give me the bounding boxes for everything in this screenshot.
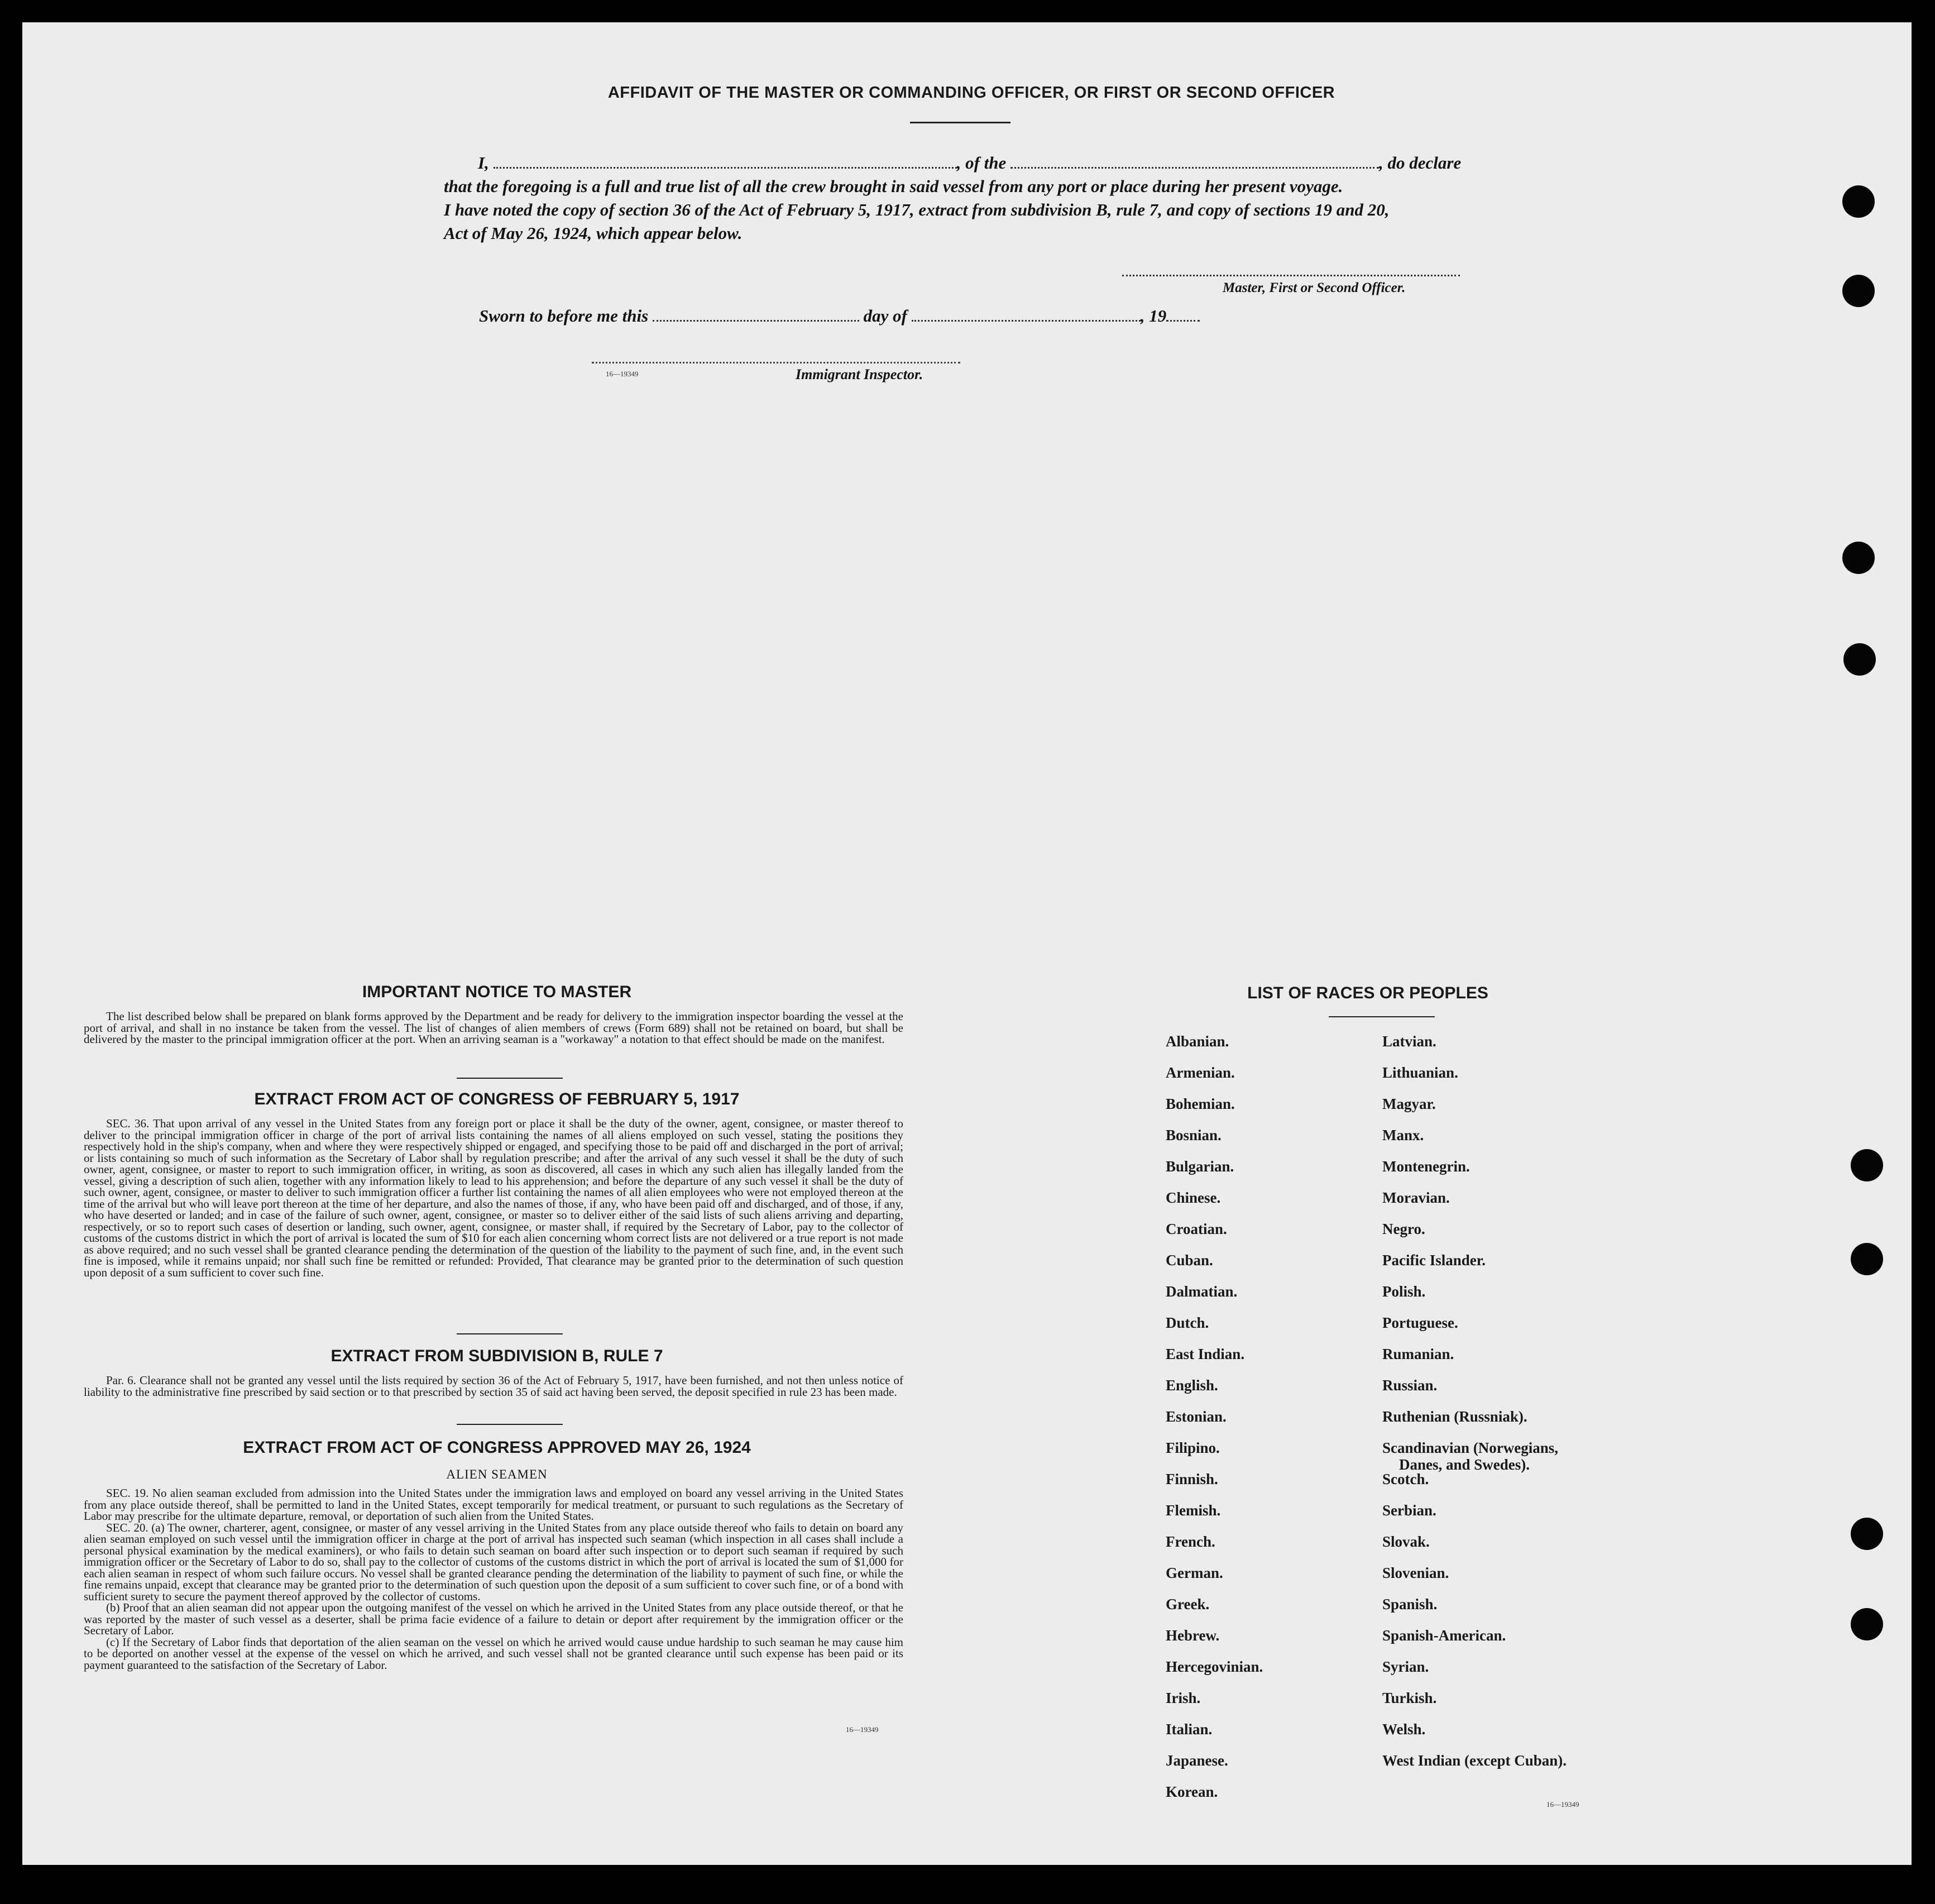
inspector-caption: Immigrant Inspector. [796, 366, 923, 382]
affidavit-line-1 [478, 153, 1461, 173]
race-item: Scandinavian (Norwegians, [1382, 1439, 1559, 1456]
race-item: Pacific Islander. [1382, 1252, 1486, 1269]
alien-seamen-subtitle: ALIEN SEAMEN [446, 1467, 548, 1481]
binder-hole [1842, 275, 1875, 307]
extract-1924-body [84, 1487, 903, 1671]
sworn-line [479, 306, 1200, 326]
race-item: Polish. [1382, 1283, 1426, 1300]
race-item: English. [1166, 1377, 1218, 1394]
races-title: LIST OF RACES OR PEOPLES [1247, 984, 1488, 1002]
race-item: French. [1166, 1533, 1215, 1550]
race-item: Spanish. [1382, 1596, 1438, 1613]
extract-1917-body [84, 1118, 903, 1278]
race-item: Magyar. [1382, 1095, 1436, 1112]
race-item: Bosnian. [1166, 1127, 1222, 1144]
race-item: Syrian. [1382, 1658, 1429, 1675]
race-item: Armenian. [1166, 1064, 1235, 1081]
vessel-blank [1010, 156, 1379, 169]
section-36-paragraph: SEC. 36. That upon arrival of any vessel in the United States from any foreign port or place it shall be the duty of the owner, agent, consignee, or master thereof to deliver to the principal immigration officer in charge of the port of arrival lists containing the names of all aliens employed on such vessel, stating the positions they respectively hold in the ship's company, when and where they were respectively shipped or engaged, and specifying those to be paid off and discharged in the port of arrival; or lists containing so much of such information as the Secretary of Labor shall by regulation prescribe; and after the arrival of any such vessel it shall be the duty of such owner, agent, consignee, or master to report to such immigration officer, in writing, as soon as discovered, all cases in which any such alien has illegally landed from the vessel, giving a description of such alien, together with any information likely to lead to his apprehension; and before the departure of any such vessel it shall be the duty of such owner, agent, consignee, or master to deliver to such immigration officer a further list containing the names of all alien employees who were not employed thereon at the time of the arrival but who will leave port thereon at the time of her departure, and also the names of those, if any, who have been paid off and discharged, and of those, if any, who have deserted or landed; and in case of the failure of such owner, agent, consignee, or master so to deliver either of the said lists of such aliens arriving and departing, respectively, or so to report such cases of desertion or landing, such owner, agent, consignee, or master shall, if required by the Secretary of Labor, pay to the collector of customs of the customs district in which the port of arrival is located the sum of $10 for each alien concerning whom correct lists are not delivered or a true report is not made as above required; and no such vessel shall be granted clearance pending the determination of the question of the liability to the payment of such fine, and, in the event such fine is imposed, while it remains unpaid; nor shall such fine be remitted or refunded: Provided, That clearance may be granted prior to the determination of such question upon deposit of a sum sufficient to cover such fine. [84, 1117, 903, 1279]
race-item: Estonian. [1166, 1408, 1227, 1425]
binder-hole [1851, 1149, 1883, 1181]
race-item: Turkish. [1382, 1690, 1437, 1706]
subdivision-b-title: EXTRACT FROM SUBDIVISION B, RULE 7 [331, 1347, 663, 1365]
extract-1917-title: EXTRACT FROM ACT OF CONGRESS OF FEBRUARY 5, 1917 [254, 1090, 740, 1108]
section-19-paragraph: SEC. 19. No alien seaman excluded from admission into the United States under the immigration laws and employed on board any vessel arriving in the United States from any place outside thereof, shall be permitted to land in the United States, except temporarily for medical treatment, or pursuant to such regulations as the Secretary of Labor may prescribe for the ultimate departure, removal, or deportation of such alien from the United States. [84, 1486, 903, 1523]
section-20b-paragraph: (b) Proof that an alien seaman did not appear upon the outgoing manifest of the vessel on which he arrived in the United States from any place outside thereof, or that he was reported by the master of such vessel as a deserter, shall be prima facie evidence of a failure to detain or deport after requirement by the immigration officer or the Secretary of Labor. [84, 1601, 903, 1637]
race-item: Dutch. [1166, 1314, 1209, 1331]
race-item: Spanish-American. [1382, 1627, 1506, 1644]
affidavit-title-rule [910, 122, 1010, 123]
section-20c-paragraph: (c) If the Secretary of Labor finds that deportation of the alien seaman on the vessel on which he arrived would cause undue hardship to such seaman he may cause him to be deported on another vessel at the expense of the vessel on which he arrived, and such vessel shall not be granted clearance until such expense has been paid or its payment guaranteed to the satisfaction of the Secretary of Labor. [84, 1635, 903, 1672]
race-item: Slovenian. [1382, 1565, 1449, 1581]
sworn-prefix: Sworn to before me this [479, 306, 649, 326]
race-item: Japanese. [1166, 1752, 1228, 1769]
race-item: German. [1166, 1565, 1223, 1581]
section-20a-paragraph: SEC. 20. (a) The owner, charterer, agent, consignee, or master of any vessel arriving in the United States from any place outside thereof who fails to detain on board any alien seaman employed on such vessel until the immigration officer in charge at the port of arrival has inspected such seaman (which inspection in all cases shall include a personal physical examination by the medical examiners), or who fails to detain such seaman on board after such inspection or to deport such seaman if required by such immigration officer or the Secretary of Labor to do so, shall pay to the collector of customs of the customs district in which the port of arrival is located the sum of $1,000 for each alien seaman in respect of whom such failure occurs. No vessel shall be granted clearance pending the determination of the liability to payment of such fine, or while the fine remains unpaid, except that clearance may be granted prior to the determination of such question upon the deposit of a sum sufficient to cover such fine, or of a bond with sufficient surety to secure the payment thereof approved by the collector of customs. [84, 1520, 903, 1603]
binder-hole [1851, 1243, 1883, 1275]
binder-hole [1842, 185, 1875, 218]
extract-1917-rule [457, 1333, 563, 1334]
signature-caption: Master, First or Second Officer. [1223, 280, 1406, 295]
affidavit-line-4: Act of May 26, 1924, which appear below. [444, 223, 743, 243]
race-item: Slovak. [1382, 1533, 1430, 1550]
sworn-year-blank [1166, 309, 1200, 322]
subdivision-b-body [84, 1375, 903, 1398]
race-item: Chinese. [1166, 1189, 1221, 1206]
of-the-label: , of the [956, 153, 1007, 173]
race-item: Latvian. [1382, 1033, 1436, 1050]
affidavit-title: AFFIDAVIT OF THE MASTER OR COMMANDING OFFICER, OR FIRST OR SECOND OFFICER [607, 84, 1335, 102]
race-item: West Indian (except Cuban). [1382, 1752, 1567, 1769]
name-blank [494, 156, 957, 169]
race-item: Ruthenian (Russniak). [1382, 1408, 1527, 1425]
notice-title: IMPORTANT NOTICE TO MASTER [362, 983, 632, 1001]
race-item: Bulgarian. [1166, 1158, 1234, 1175]
race-item: Welsh. [1382, 1721, 1426, 1738]
races-form-number: 16—19349 [1546, 1800, 1579, 1809]
subdivision-b-rule [457, 1424, 563, 1425]
sworn-day-blank [653, 309, 859, 322]
race-item: Serbian. [1382, 1502, 1436, 1519]
sworn-day-of: day of [863, 306, 907, 326]
binder-hole [1851, 1518, 1883, 1550]
race-item: Moravian. [1382, 1189, 1450, 1206]
race-item: Filipino. [1166, 1439, 1220, 1456]
race-item: Irish. [1166, 1690, 1201, 1706]
affidavit-line-2: that the foregoing is a full and true list of all the crew brought in said vessel from any port or place during her present voyage. [444, 176, 1343, 196]
extract-1924-title: EXTRACT FROM ACT OF CONGRESS APPROVED MAY 26, 1924 [243, 1438, 751, 1457]
notice-body [84, 1011, 903, 1045]
race-item: Greek. [1166, 1596, 1210, 1613]
declare-label: , do declare [1379, 153, 1462, 173]
race-item: Albanian. [1166, 1033, 1229, 1050]
race-item: Korean. [1166, 1783, 1218, 1800]
race-item: Hebrew. [1166, 1627, 1220, 1644]
sworn-month-blank [912, 309, 1141, 322]
race-item: Dalmatian. [1166, 1283, 1238, 1300]
race-item: Flemish. [1166, 1502, 1221, 1519]
race-item: Cuban. [1166, 1252, 1213, 1269]
extract-form-number: 16—19349 [846, 1725, 879, 1734]
race-item: East Indian. [1166, 1346, 1245, 1362]
affidavit-form-number: 16—19349 [606, 370, 639, 378]
race-item: Montenegrin. [1382, 1158, 1470, 1175]
race-item: Bohemian. [1166, 1095, 1235, 1112]
binder-hole [1851, 1608, 1883, 1640]
race-item: Scotch. [1382, 1471, 1429, 1487]
race-item: Italian. [1166, 1721, 1213, 1738]
race-item: Danes, and Swedes). [1399, 1456, 1530, 1473]
races-title-rule [1329, 1016, 1435, 1017]
sworn-year: , 19 [1140, 306, 1167, 326]
race-item: Rumanian. [1382, 1346, 1454, 1362]
race-item: Lithuanian. [1382, 1064, 1458, 1081]
notice-paragraph: The list described below shall be prepared on blank forms approved by the Department and be ready for delivery to the immigration inspector boarding the vessel at the port of arrival, and shall in no instance be taken from the vessel. The list of changes of alien members of crews (Form 689) shall not be retained on board, but shall be delivered by the master to the principal immigration officer at the port. When an arriving seaman is a "workaway" a notation to that effect should be made on the manifest. [84, 1010, 903, 1046]
rule-7-paragraph: Par. 6. Clearance shall not be granted any vessel until the lists required by section 36 of the Act of February 5, 1917, have been furnished, and not then unless notice of liability to the administrative fine prescribed by said section or to that prescribed by section 35 of said act having been served, the deposit specified in rule 23 has been made. [84, 1374, 903, 1399]
race-item: Negro. [1382, 1221, 1425, 1237]
signature-line [1122, 275, 1460, 276]
race-item: Finnish. [1166, 1471, 1218, 1487]
affidavit-line-3: I have noted the copy of section 36 of the Act of February 5, 1917, extract from subdivision B, rule 7, and copy of sections 19 and 20, [444, 200, 1390, 219]
race-item: Portuguese. [1382, 1314, 1458, 1331]
binder-hole [1842, 542, 1875, 574]
inspector-line [592, 362, 960, 363]
race-item: Manx. [1382, 1127, 1424, 1144]
race-item: Hercegovinian. [1166, 1658, 1263, 1675]
race-item: Croatian. [1166, 1221, 1227, 1237]
notice-rule [457, 1078, 563, 1079]
binder-hole [1843, 643, 1876, 676]
race-item: Russian. [1382, 1377, 1438, 1394]
affidavit-i-label: I, [478, 153, 489, 173]
